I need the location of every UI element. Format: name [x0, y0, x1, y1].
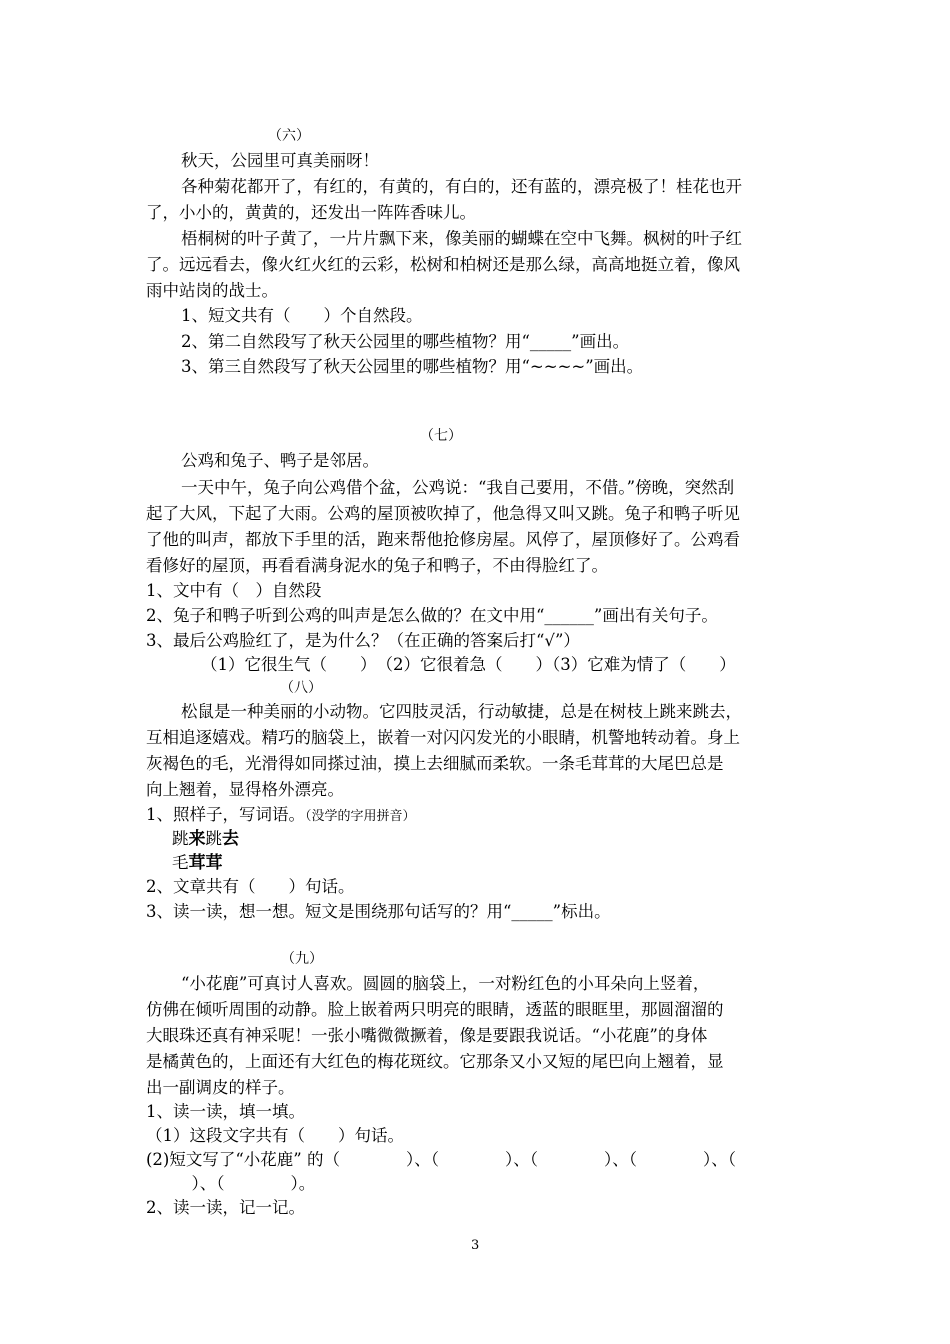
section-heading-seven: （七）: [420, 428, 462, 444]
paragraph-line: “小花鹿”可真讨人喜欢。圆圆的脑袋上，一对粉红色的小耳朵向上竖着，: [181, 974, 710, 993]
paragraph-line: 互相追逐嬉戏。精巧的脑袋上，嵌着一对闪闪发光的小眼睛，机警地转动着。身上: [146, 728, 740, 747]
paragraph-line: 梧桐树的叶子黄了，一片片飘下来，像美丽的蝴蝶在空中飞舞。枫树的叶子红: [181, 229, 742, 248]
example-char-bold: 去: [222, 829, 239, 849]
question-line: 1、文中有（ ）自然段: [146, 581, 322, 600]
question-line: 3、读一读，想一想。短文是围绕那句话写的？用“_____”标出。: [146, 902, 611, 921]
question-note: （没学的字用拼音）: [305, 809, 416, 824]
example-char: 毛: [172, 853, 189, 872]
section-heading-nine: （九）: [281, 951, 323, 967]
paragraph-line: 秋天，公园里可真美丽呀！: [181, 151, 379, 170]
example-char-bold: 茸茸: [188, 853, 223, 873]
question-text: 1、照样子，写词语。: [146, 805, 305, 824]
example-char: 跳: [205, 829, 222, 848]
example-char-bold: 来: [188, 829, 206, 849]
paragraph-line: 仿佛在倾听周围的动静。脸上嵌着两只明亮的眼睛，透蓝的眼眶里，那圆溜溜的: [146, 1000, 724, 1019]
question-line: 3、最后公鸡脸红了，是为什么？（在正确的答案后打“√”）: [146, 631, 580, 650]
paragraph-line: 看修好的屋顶，再看看满身泥水的兔子和鸭子，不由得脸红了。: [146, 556, 608, 575]
paragraph-line: 松鼠是一种美丽的小动物。它四肢灵活，行动敏捷，总是在树枝上跳来跳去，: [181, 702, 742, 721]
answer-options: （1）它很生气（ ） （2）它很着急（ ）（3）它难为情了（ ）: [201, 655, 736, 674]
paragraph-line: 一天中午，兔子向公鸡借个盆，公鸡说：“我自己要用，不借。”傍晚，突然刮: [181, 478, 735, 497]
question-line: （1）这段文字共有（ ）句话。: [146, 1126, 404, 1145]
question-line: 2、读一读，记一记。: [146, 1198, 305, 1217]
section-heading-six: （六）: [268, 128, 310, 144]
paragraph-line: 了，小小的，黄黄的，还发出一阵阵香味儿。: [146, 203, 476, 222]
example-char: 跳: [172, 829, 189, 848]
question-line: 2、兔子和鸭子听到公鸡的叫声是怎么做的？在文中用“______”画出有关句子。: [146, 606, 718, 625]
question-line: 2、文章共有（ ）句话。: [146, 877, 355, 896]
question-line: 1、短文共有（ ）个自然段。: [181, 306, 423, 325]
paragraph-line: 各种菊花都开了，有红的，有黄的，有白的，还有蓝的，漂亮极了！桂花也开: [181, 177, 742, 196]
page-number: 3: [471, 1238, 480, 1253]
word-example-1: [172, 828, 239, 850]
question-line: (2)短文写了“小花鹿” 的（ ）、（ ）、（ ）、（ ）、（: [146, 1150, 736, 1169]
paragraph-line: 出一副调皮的样子。: [146, 1078, 295, 1097]
paragraph-line: 灰褐色的毛，光滑得如同搽过油，摸上去细腻而柔软。一条毛茸茸的大尾巴总是: [146, 754, 724, 773]
paragraph-line: 雨中站岗的战士。: [146, 281, 278, 300]
paragraph-line: 向上翘着，显得格外漂亮。: [146, 780, 344, 799]
question-line: 1、读一读，填一填。: [146, 1102, 305, 1121]
paragraph-line: 是橘黄色的，上面还有大红色的梅花斑纹。它那条又小又短的尾巴向上翘着，显: [146, 1052, 724, 1071]
question-line: [146, 804, 416, 828]
paragraph-line: 大眼珠还真有神采呢！一张小嘴微微撅着，像是要跟我说话。“小花鹿”的身体: [146, 1026, 708, 1045]
paragraph-line: 了。远远看去，像火红火红的云彩，松树和柏树还是那么绿，高高地挺立着，像风: [146, 255, 740, 274]
word-example-2: [172, 852, 223, 874]
question-line: 2、第二自然段写了秋天公园里的哪些植物？用“_____”画出。: [181, 332, 630, 351]
paragraph-line: 起了大风，下起了大雨。公鸡的屋顶被吹掉了，他急得又叫又跳。兔子和鸭子听见: [146, 504, 740, 523]
paragraph-line: 公鸡和兔子、鸭子是邻居。: [181, 451, 379, 470]
section-heading-eight: （八）: [280, 680, 322, 696]
question-line: ）、（ ）。: [175, 1174, 316, 1193]
question-line: 3、第三自然段写了秋天公园里的哪些植物？用“~~~~”画出。: [181, 357, 644, 376]
paragraph-line: 了他的叫声，都放下手里的活，跑来帮他抢修房屋。风停了，屋顶修好了。公鸡看: [146, 530, 740, 549]
